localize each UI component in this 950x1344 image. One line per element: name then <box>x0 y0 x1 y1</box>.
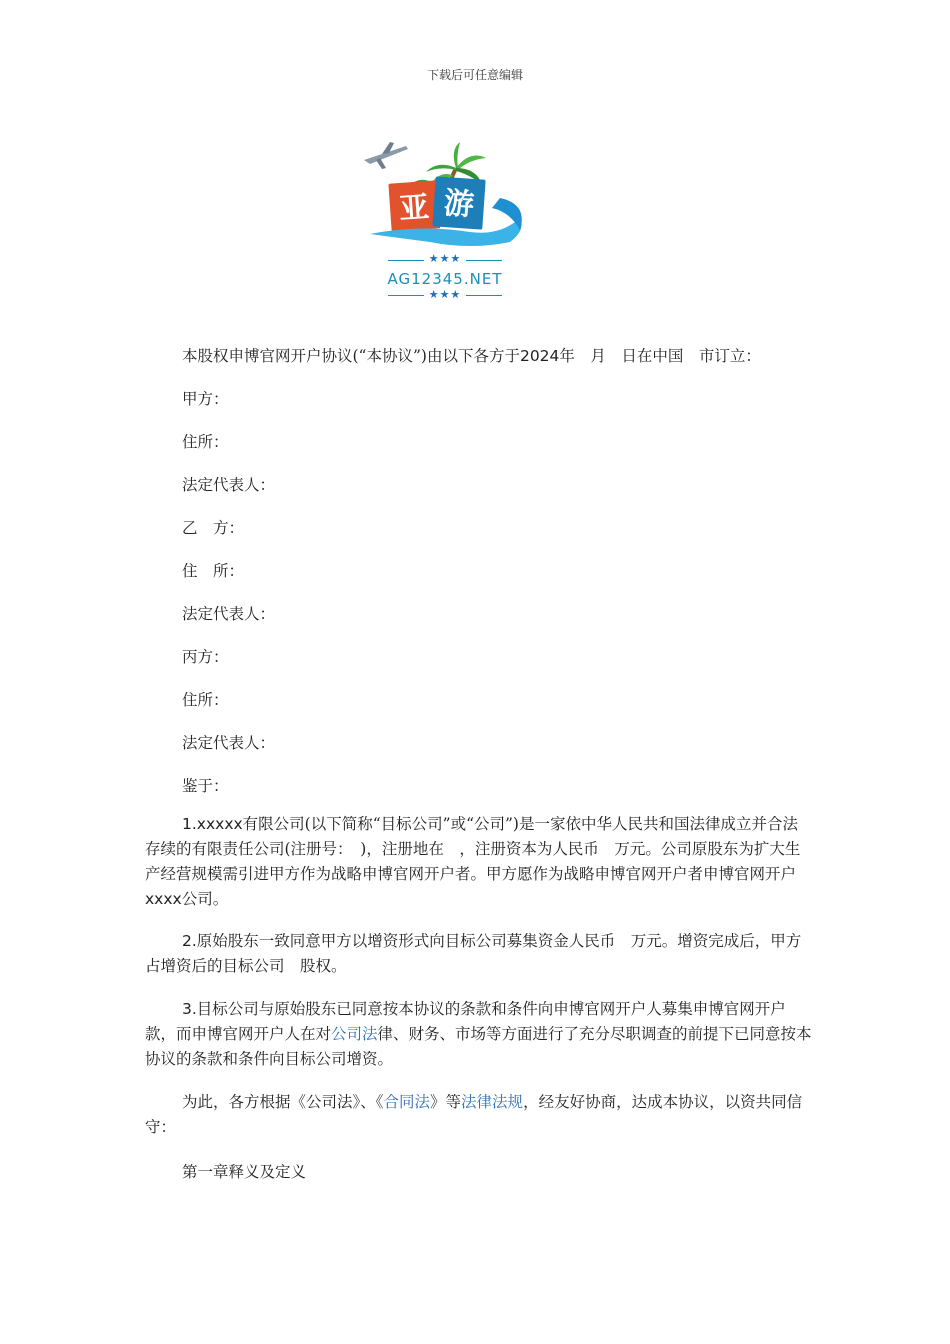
airplane-icon <box>364 142 408 169</box>
party-a-label: 甲方： <box>182 390 229 408</box>
chapter-title: 第一章释义及定义 <box>182 1163 307 1181</box>
logo-stars-bottom: ★★★ <box>428 288 462 301</box>
party-b-label: 乙 方： <box>182 519 245 537</box>
laws-regulations-link[interactable]: 法律法规 <box>461 1093 524 1111</box>
party-a-address: 住所： <box>182 433 229 451</box>
logo-stars-top: ★★★ <box>428 252 462 265</box>
intro-line: 本股权申博官网开户协议(“本协议”)由以下各方于2024年 月 日在中国 市订立： <box>182 347 761 365</box>
party-b-representative: 法定代表人： <box>182 605 276 623</box>
recital-1: 1.xxxxx有限公司(以下简称“目标公司”或“公司”)是一家依中华人民共和国法律成立并合法存续的有限责任公司(注册号： )，注册地在 ，注册资本为人民币 万元。公司原股东为扩大生产经营规模需引进甲方作为战略申博官网开户者。甲方愿作为战略申博官网开户者申博官网开户xxxx公司。 <box>145 815 801 908</box>
contract-law-link[interactable]: 合同法 <box>383 1093 431 1111</box>
party-c-label: 丙方： <box>182 648 229 666</box>
palm-beach-logo-icon <box>360 138 530 248</box>
recital-2: 2.原始股东一致同意甲方以增资形式向目标公司募集资金人民币 万元。增资完成后，甲方占增资后的目标公司 股权。 <box>145 932 802 975</box>
party-a-representative: 法定代表人： <box>182 476 276 494</box>
party-b-address: 住 所： <box>182 562 245 580</box>
company-law-link[interactable]: 公司法 <box>331 1025 378 1043</box>
closing-paragraph: 为此，各方根据《公司法》、《合同法》等法律法规，经友好协商，达成本协议，以资共同信守： <box>145 1093 803 1136</box>
company-logo <box>360 138 530 308</box>
logo-url: AG12345.NET <box>387 270 503 288</box>
party-c-address: 住所： <box>182 691 229 709</box>
whereas-label: 鉴于： <box>182 777 229 795</box>
header-note: 下载后可任意编辑 <box>426 68 523 82</box>
party-c-representative: 法定代表人： <box>182 734 276 752</box>
logo-char-1: 亚 <box>397 189 431 227</box>
logo-char-2: 游 <box>442 185 476 224</box>
recital-3: 3.目标公司与原始股东已同意按本协议的条款和条件向申博官网开户人募集申博官网开户款，而申博官网开户人在对公司法律、财务、市场等方面进行了充分尽职调查的前提下已同意按本协议的条款和条件向目标公司增资。 <box>145 1000 812 1068</box>
